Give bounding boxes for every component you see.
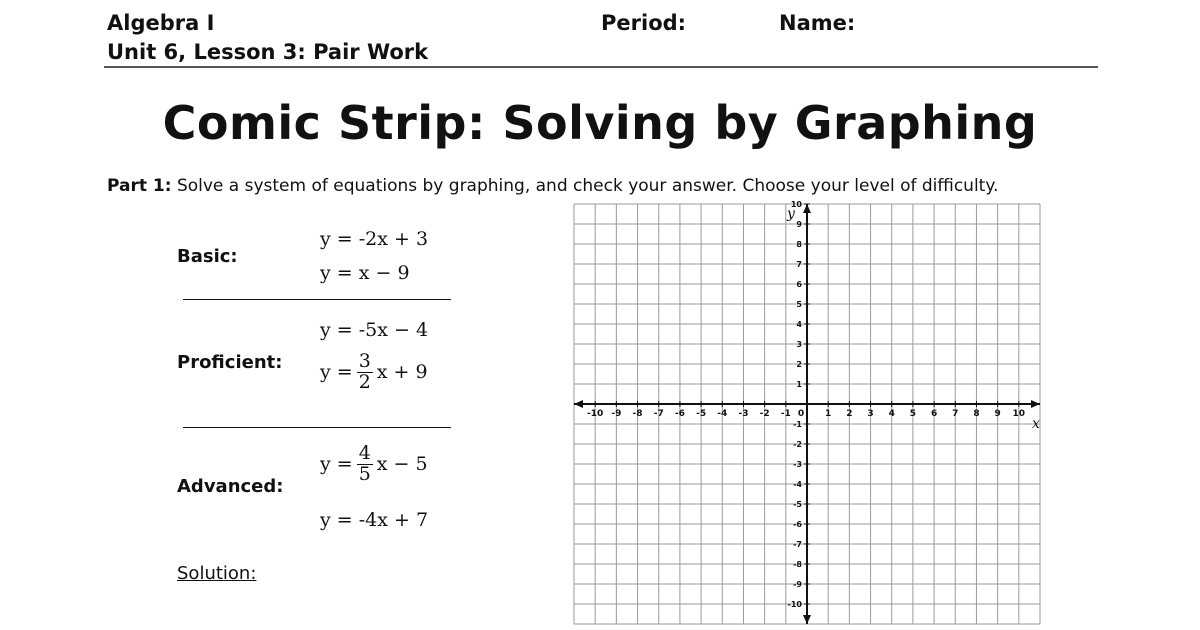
x-tick-label: -10 [587, 409, 604, 419]
y-tick-label: -2 [793, 440, 802, 449]
y-tick-label: -4 [793, 480, 802, 489]
name-label: Name: [779, 11, 856, 35]
solution-label: Solution: [177, 563, 257, 584]
eq-lhs: y = [320, 361, 353, 384]
level-advanced-label: Advanced: [177, 476, 284, 497]
fraction [357, 352, 373, 393]
fraction-denominator: 2 [358, 370, 371, 393]
y-tick-label: 10 [790, 200, 802, 209]
x-tick-label: -6 [674, 409, 685, 419]
x-tick-label: -9 [611, 409, 622, 419]
x-tick-label: 0 [797, 409, 805, 419]
fraction [357, 444, 373, 485]
y-tick-label: 9 [796, 220, 802, 229]
fraction-denominator: 5 [358, 462, 371, 485]
y-tick-label: 8 [796, 240, 802, 249]
x-tick-label: 10 [1012, 409, 1026, 419]
x-tick-label: 6 [930, 409, 938, 419]
y-tick-label: -6 [793, 520, 802, 529]
coordinate-grid [568, 200, 1046, 628]
y-tick-label: 6 [796, 280, 802, 289]
eq-lhs: y = [320, 453, 353, 476]
y-tick-label: -3 [793, 460, 802, 469]
y-tick-label: 4 [796, 320, 802, 329]
y-axis-arrow-down [803, 615, 811, 624]
x-tick-label: 1 [825, 409, 832, 419]
course-title: Algebra I [107, 11, 215, 35]
y-tick-label: -7 [793, 540, 802, 549]
x-axis-arrow-left [574, 400, 583, 408]
x-tick-label: 8 [973, 409, 980, 419]
period-label: Period: [601, 11, 687, 35]
y-tick-label: 1 [796, 380, 802, 389]
x-tick-label: -7 [653, 409, 664, 419]
basic-eq2: y = x − 9 [320, 262, 410, 284]
y-tick-label: -10 [787, 600, 802, 609]
fraction-numerator: 3 [358, 350, 371, 372]
x-tick-label: 2 [846, 409, 853, 419]
x-tick-label: 5 [909, 409, 917, 419]
x-tick-label: 9 [994, 409, 1001, 419]
level-proficient-label: Proficient: [177, 352, 283, 373]
y-tick-label: -8 [793, 560, 802, 569]
eq-rest: x − 5 [376, 453, 428, 476]
header-rule [104, 66, 1098, 68]
proficient-eq1: y = -5x − 4 [320, 319, 429, 341]
page-title: Comic Strip: Solving by Graphing [162, 96, 1038, 150]
y-tick-label: 5 [796, 300, 802, 309]
x-tick-label: -3 [738, 409, 749, 419]
y-tick-label: 3 [796, 340, 802, 349]
separator [183, 427, 451, 428]
y-tick-label: 7 [796, 260, 802, 269]
x-axis-arrow-right [1031, 400, 1040, 408]
advanced-eq1 [320, 444, 428, 485]
basic-eq1: y = -2x + 3 [320, 228, 429, 250]
proficient-eq2 [320, 352, 428, 393]
x-tick-label: 4 [888, 409, 895, 419]
x-tick-label: -4 [717, 409, 728, 419]
x-axis-label: x [1032, 416, 1040, 432]
eq-rest: x + 9 [376, 361, 428, 384]
x-tick-label: -2 [759, 409, 770, 419]
level-basic-label: Basic: [177, 246, 238, 267]
y-axis-label: y [787, 206, 795, 222]
x-tick-label: -5 [696, 409, 707, 419]
x-tick-label: -1 [780, 409, 791, 419]
fraction-numerator: 4 [358, 442, 371, 464]
part1-text: Solve a system of equations by graphing, and check your answer. Choose your level of difficulty. [176, 176, 999, 196]
lesson-title: Unit 6, Lesson 3: Pair Work [107, 40, 429, 64]
advanced-eq2: y = -4x + 7 [320, 509, 429, 531]
y-tick-label: -9 [793, 580, 802, 589]
x-tick-label: 3 [867, 409, 874, 419]
separator [183, 299, 451, 300]
y-tick-label: 2 [796, 360, 802, 369]
y-tick-label: -5 [793, 500, 802, 509]
x-tick-label: -8 [632, 409, 643, 419]
y-axis-arrow-up [803, 204, 811, 213]
x-tick-label: 7 [952, 409, 959, 419]
part1-instructions [107, 176, 998, 196]
part1-label: Part 1: [107, 176, 172, 196]
y-tick-label: -1 [793, 420, 802, 429]
